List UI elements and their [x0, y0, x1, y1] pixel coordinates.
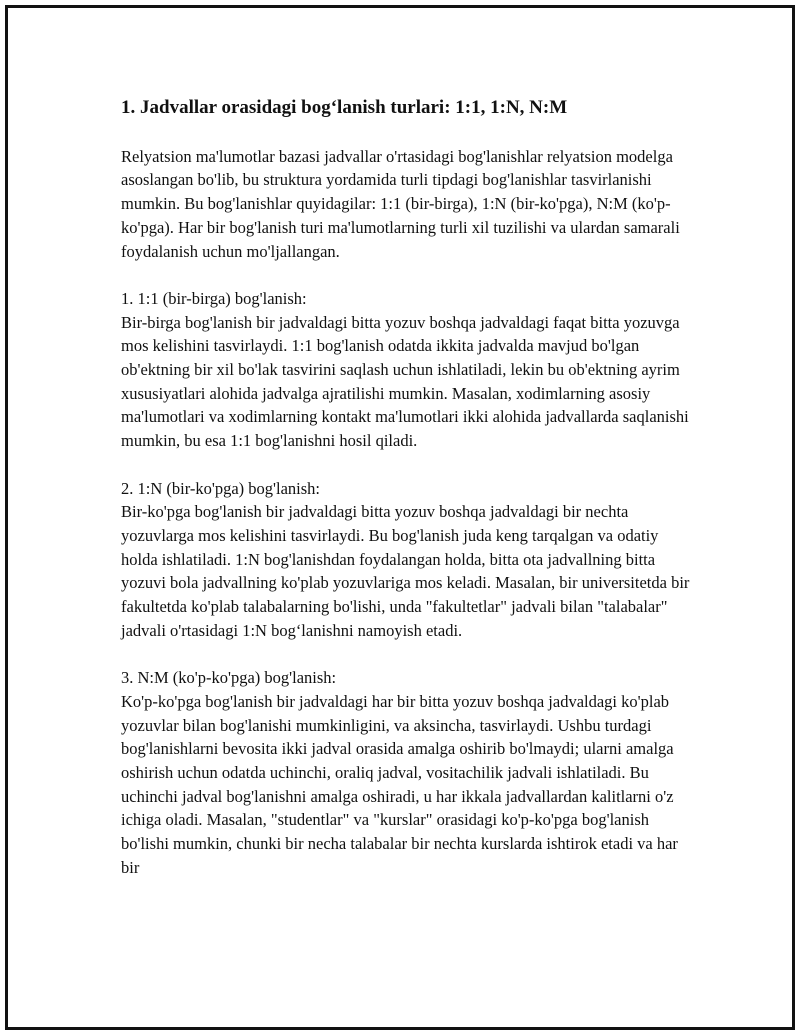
section-one-to-many: [121, 477, 699, 643]
document-title: 1. Jadvallar orasidagi bog‘lanish turlari: 1:1, 1:N, N:M: [121, 97, 568, 118]
intro-paragraph: Relyatsion ma'lumotlar bazasi jadvallar o'rtasidagi bog'lanishlar relyatsion modelga asoslangan bo'lib, bu struktura yordamida turli tipdagi bog'lanishlar tasvirlanishi mumkin. Bu bog'lanishlar quyidagilar: 1:1 (bir-birga), 1:N (bir-ko'pga), N:M (ko'p-ko'pga). Har bir bog'lanish turi ma'lumotlarning turli xil tuzilishi va ulardan samarali foydalanish uchun mo'ljallangan.: [121, 146, 680, 261]
section-many-to-many: [121, 666, 699, 879]
section-heading: 2. 1:N (bir-ko'pga) bog'lanish:: [121, 478, 320, 498]
section-body: Ko'p-ko'pga bog'lanish bir jadvaldagi har bir bitta yozuv boshqa jadvaldagi ko'plab yozuvlar bilan bog'lanishi mumkinligini, va aksincha, tasvirlaydi. Ushbu turdagi bog'lanishlarni bevosita ikki jadval orasida amalga oshirib bo'lmaydi; ularni amalga oshirish uchun odatda uchinchi, oraliq jadval, vositachilik jadvali ishlatiladi. Bu uchinchi jadval bog'lanishni amalga oshiradi, u har ikkala jadvallardan kalitlarni o'z ichiga oladi. Masalan, "studentlar" va "kurslar" orasidagi ko'p-ko'pga bog'lanish bo'lishi mumkin, chunki bir necha talabalar bir nechta kurslarda ishtirok etadi va har bir: [121, 691, 678, 877]
document-page: [5, 5, 795, 1030]
section-body: Bir-ko'pga bog'lanish bir jadvaldagi bitta yozuv boshqa jadvaldagi bir nechta yozuvlarga mos kelishini tasvirlaydi. Bu bog'lanish juda keng tarqalgan va odatiy holda ishlatiladi. 1:N bog'lanishdan foydalangan holda, bitta ota jadvallning bitta yozuvi bola jadvallning ko'plab yozuvlariga mos keladi. Masalan, bir universitetda bir fakultetda ko'plab talabalarning bo'lishi, unda "fakultetlar" jadvali bilan "talabalar" jadvali o'rtasidagi 1:N bog‘lanishni namoyish etadi.: [121, 502, 690, 640]
section-heading: 3. N:M (ko'p-ko'pga) bog'lanish:: [121, 668, 337, 688]
section-one-to-one: [121, 287, 699, 453]
section-heading: 1. 1:1 (bir-birga) bog'lanish:: [121, 288, 307, 308]
document-content: [121, 96, 699, 903]
section-body: Bir-birga bog'lanish bir jadvaldagi bitta yozuv boshqa jadvaldagi faqat bitta yozuvga mos kelishini tasvirlaydi. 1:1 bog'lanish odatda ikkita jadvalda mavjud bo'lgan ob'ektning bir xil bo'lak tasvirini saqlash uchun ishlatiladi, lekin bu ob'ektning ayrim xususiyatlari alohida jadvalga ajratilishi mumkin. Masalan, xodimlarning asosiy ma'lumotlari va xodimlarning kontakt ma'lumotlari ikki alohida jadvallarda saqlanishi mumkin, bu esa 1:1 bog'lanishni hosil qiladi.: [121, 312, 689, 451]
